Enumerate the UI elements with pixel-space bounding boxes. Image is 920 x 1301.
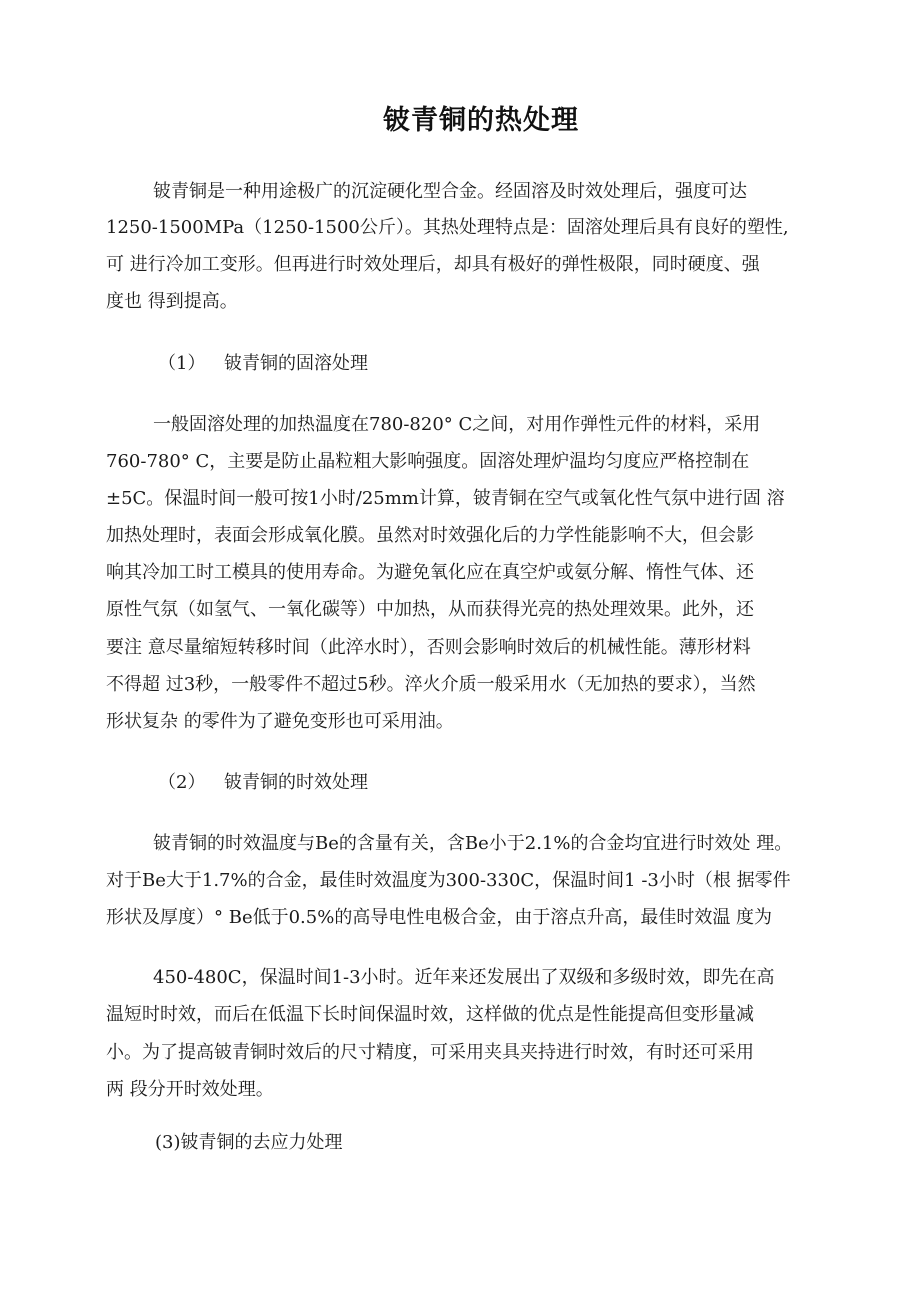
body-line: 原性气氛（如氢气、一氧化碳等）中加热，从而获得光亮的热处理效果。此外，还 [106, 599, 754, 620]
section-number: （2） [158, 772, 206, 793]
body-line: 450-480C，保温时间1-3小时。近年来还发展出了双级和多级时效，即先在高 [153, 967, 775, 988]
body-line: 形状及厚度）° Be低于0.5%的高导电性电极合金，由于溶点升高，最佳时效温 度为 [106, 907, 773, 928]
body-line: 响其冷加工时工模具的使用寿命。为避免氧化应在真空炉或氨分解、惰性气体、还 [106, 562, 754, 583]
intro-line: 1250-1500MPa（1250-1500公斤）。其热处理特点是：固溶处理后具有良好的塑性, [106, 217, 789, 238]
body-line: 要注 意尽量缩短转移时间（此淬水时），否则会影响时效后的机械性能。薄形材料 [106, 637, 751, 658]
body-line: 铍青铜的时效温度与Be的含量有关，含Be小于2.1%的合金均宜进行时效处 理。 [153, 833, 793, 854]
body-line: ±5C。保温时间一般可按1小时/25mm计算，铍青铜在空气或氧化性气氛中进行固 溶 [106, 488, 785, 509]
section-number: （1） [158, 353, 206, 374]
intro-line: 铍青铜是一种用途极广的沉淀硬化型合金。经固溶及时效处理后，强度可达 [153, 181, 747, 202]
intro-line: 可 进行冷加工变形。但再进行时效处理后，却具有极好的弹性极限，同时硬度、强 [106, 254, 760, 275]
body-line: 760-780° C，主要是防止晶粒粗大影响强度。固溶处理炉温均匀度应严格控制在 [106, 451, 750, 472]
body-line: 温短时时效，而后在低温下长时间保温时效，这样做的优点是性能提高但变形量减 [106, 1004, 754, 1025]
section-title: 铍青铜的时效处理 [224, 772, 368, 793]
body-line: 两 段分开时效处理。 [106, 1079, 274, 1100]
body-line: 对于Be大于1.7%的合金，最佳时效温度为300-330C，保温时间1 -3小时（根 据零件 [106, 870, 791, 891]
body-line: 一般固溶处理的加热温度在780-820° C之间，对用作弹性元件的材料，采用 [153, 414, 761, 435]
body-line: 不得超 过3秒，一般零件不超过5秒。淬火介质一般采用水（无加热的要求），当然 [106, 674, 756, 695]
section-title: 铍青铜的固溶处理 [224, 353, 368, 374]
body-line: 小。为了提高铍青铜时效后的尺寸精度，可采用夹具夹持进行时效，有时还可采用 [106, 1042, 754, 1063]
section-heading-2 [158, 771, 368, 795]
body-line: 加热处理时，表面会形成氧化膜。虽然对时效强化后的力学性能影响不大，但会影 [106, 525, 754, 546]
intro-line: 度也 得到提高。 [106, 291, 238, 312]
page-title: 铍青铜的热处理 [383, 105, 579, 136]
body-line: 形状复杂 的零件为了避免变形也可采用油。 [106, 711, 454, 732]
section-heading-1 [158, 352, 368, 376]
section-heading-3: (3)铍青铜的去应力处理 [155, 1132, 343, 1153]
